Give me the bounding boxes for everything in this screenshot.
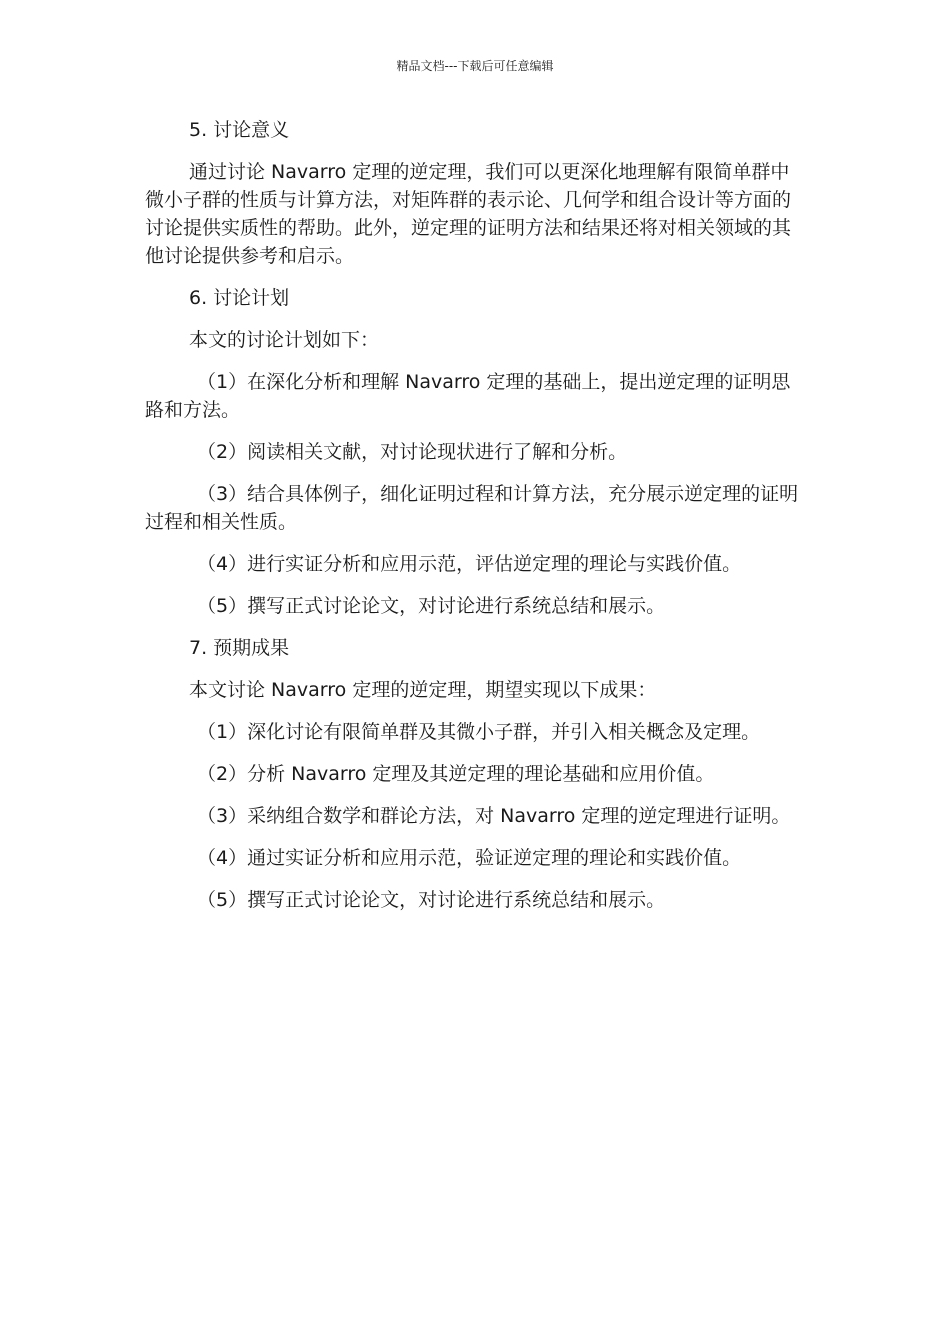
section-7-heading: 7. 预期成果 — [189, 637, 290, 659]
outcome-item-2: （2）分析 Navarro 定理及其逆定理的理论基础和应用价值。 — [197, 763, 715, 785]
outcome-item-4: （4）通过实证分析和应用示范，验证逆定理的理论和实践价值。 — [197, 847, 742, 869]
plan-item-4: （4）进行实证分析和应用示范，评估逆定理的理论与实践价值。 — [197, 553, 742, 575]
section-6-heading: 6. 讨论计划 — [189, 287, 290, 309]
section-5-paragraph: 通过讨论 Navarro 定理的逆定理，我们可以更深化地理解有限简单群中微小子群的性质与计算方法，对矩阵群的表示论、几何学和组合设计等方面的讨论提供实质性的帮助。此外，逆定理的证明方法和结果还将对相关领域的其他讨论提供参考和启示。 — [145, 161, 792, 267]
outcome-item-3: （3）采纳组合数学和群论方法，对 Navarro 定理的逆定理进行证明。 — [197, 805, 791, 827]
section-7-intro: 本文讨论 Navarro 定理的逆定理，期望实现以下成果： — [189, 679, 657, 701]
outcome-item-5: （5）撰写正式讨论论文，对讨论进行系统总结和展示。 — [197, 889, 666, 911]
plan-item-1: （1）在深化分析和理解 Navarro 定理的基础上，提出逆定理的证明思路和方法。 — [145, 371, 791, 421]
section-6-intro: 本文的讨论计划如下： — [189, 329, 380, 351]
plan-item-3: （3）结合具体例子，细化证明过程和计算方法，充分展示逆定理的证明过程和相关性质。 — [145, 483, 799, 533]
section-5-heading: 5. 讨论意义 — [189, 119, 290, 141]
plan-item-5: （5）撰写正式讨论论文，对讨论进行系统总结和展示。 — [197, 595, 666, 617]
outcome-item-1: （1）深化讨论有限简单群及其微小子群，并引入相关概念及定理。 — [197, 721, 761, 743]
plan-item-2: （2）阅读相关文献，对讨论现状进行了解和分析。 — [197, 441, 628, 463]
page-header: 精品文档---下载后可任意编辑 — [396, 59, 554, 73]
document-body — [145, 116, 807, 928]
